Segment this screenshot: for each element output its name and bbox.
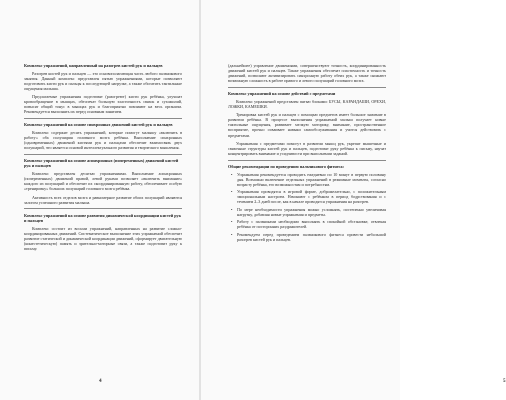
section-heading-objects: Комплекс упражнений на основе действий с предметами <box>228 91 336 97</box>
section-divider <box>24 118 182 119</box>
list-item-text: Рекомендуем перед проведением пальчикового фитнеса провести небольшой разогрев кистей рук и пальцев. <box>237 231 386 242</box>
section-heading-dynamic-coordination: Комплекс упражнений на основе развития динамической координации кистей рук и пальцев <box>24 212 182 223</box>
section-divider <box>24 154 182 155</box>
section-heading-recommendations: Общие рекомендации по проведению пальчикового фитнеса: <box>228 164 345 170</box>
paragraph: Тренировка кистей рук и пальцев с помощью предметов имеет большое значение в развитии ребёнка. В процессе выполнения упражнений малыш получает новые тактильные ощущения, развивает мелкую моторику, внимание, пространственное восприятие, прочно осваивает навыки самообслуживания и учится действовать с предметами. <box>228 112 386 138</box>
right-page-column <box>228 63 386 244</box>
list-item-text: Работу с пальчиками необходимо выполнять в спокойной обстановке, отвлекая ребёнка от посторонних раздражителей. <box>237 219 386 230</box>
list-item-text: Упражнения проводятся в игровой форме, доброжелательно, с положительным эмоциональным настроем. Начинают с ребёнком в период бодрствования и с течением 2–3 дней после, как в начале проводятся упражнения на разогрев. <box>237 189 386 205</box>
section-divider <box>24 208 182 209</box>
bullet-icon: • <box>231 206 233 212</box>
section-heading-warmup: Комплекс упражнений, направленный на разогрев кистей рук и пальцев <box>24 63 163 68</box>
bullet-icon: • <box>231 231 233 237</box>
section-divider <box>228 160 386 161</box>
paragraph: Комплекс содержит десять упражнений, которые помогут малышу «включить в работу» оба полушария головного мозга ребёнка. Выполнение синхронных (одновременных) движений кистями рук и пальцами обеспечит взаимосвязь двух полушарий, что является основой интеллектуального развития и творческого мышления. <box>24 130 182 151</box>
list-item-text: Упражнения рекомендуется проводить ежедневно по 10 минут в первую половину дня. Возможно включение отдельных упражнений в режимные моменты, согласно возрасту ребёнка, его возможностям и потребностям. <box>237 171 386 187</box>
page-number: 5 <box>503 378 506 384</box>
paragraph: Комплекс упражнений представлен пятью блоками: БУСЫ, КАРАНДАШИ, ОРЕХИ, ЛОЖКИ, КАМЕШКИ. <box>228 98 386 109</box>
page-number: 4 <box>99 378 102 384</box>
section-divider <box>228 87 386 88</box>
paragraph: Упражнения с предметами помогут в развитии мышц рук, укрепят мышечные и связочные структуры кистей рук и пальцев, подготовят руку ребёнка к письму, научат концентрировать внимание и усидчивости при выполнении заданий. <box>228 140 386 157</box>
paragraph: Комплекс состоит из восьми упражнений, направленных на развитие сложно-координированных движений. Систематическое выполнение этих упражнений обеспечит развитие статической и динамической координации движений, сформирует двигательную (кинестетическую) память и зрительно-моторные связи, а также подготовит руку к письму. <box>24 225 182 251</box>
recommendations-list <box>228 172 386 242</box>
bullet-icon: • <box>231 219 233 225</box>
section-heading-synchronous: Комплекс упражнений на основе синхронных движений кистей рук и пальцев <box>24 122 173 128</box>
list-item <box>228 207 386 217</box>
paragraph: Комплекс представлен десятью упражнениями. Выполнение асинхронных (попеременных) движений правой, левой руками позволяет «включить внимание» каждого из полушарий и обеспечит их скоординированную работу, обеспечивает особую «тренировку» больших полушарий головного мозга ребёнка. <box>24 171 182 192</box>
right-page <box>200 0 506 400</box>
paragraph: Активность всех отделов мозга и равномерное развитие обоих полушарий являются залогом успешного развития малыша. <box>24 194 182 205</box>
list-item <box>228 189 386 204</box>
paragraph: Разогрев кистей рук и пальцев — это основополагающая часть любого пальчикового занятия. Данный комплекс представлен пятью упражнениями, которые позволяют подготовить кисти рук и пальцы к последующей нагрузке, а также обогатить тактильные ощущения малыша. <box>24 70 182 91</box>
bullet-icon: • <box>231 189 233 195</box>
list-item <box>228 172 386 187</box>
left-page-column <box>24 63 182 254</box>
paragraph: Предлагаемые упражнения подготовят (разогреют) кисти рук ребёнка, улучшат кровообращение в мышцах, обеспечат большую эластичность связок и сухожилий, повысят общий тонус в мышцах рук и благоприятно повлияют на весь организм. Рекомендуется выполнять их перед основным занятием. <box>24 94 182 115</box>
list-item <box>228 232 386 242</box>
bullet-icon: • <box>231 171 233 177</box>
left-page <box>0 0 200 400</box>
section-heading-asynchronous: Комплекс упражнений на основе асинхронных (попеременных) движений кистей рук и пальцев <box>24 158 179 169</box>
paragraph-continued: (дальнейшее) управление движениями, совершенствуют точность, координированность движений кистей рук и пальцев. Также упражнения обеспечат пластичность и точность движений, позволяют активизировать синхронную работу обеих рук, а также снижают возможную сложность в работе правого и левого полушарий головного мозга. <box>228 63 386 84</box>
list-item-text: По мере необходимости упражнения можно усложнять, постепенно увеличивая нагрузку, добавляя новые упражнения и предметы. <box>237 206 386 217</box>
list-item <box>228 219 386 229</box>
